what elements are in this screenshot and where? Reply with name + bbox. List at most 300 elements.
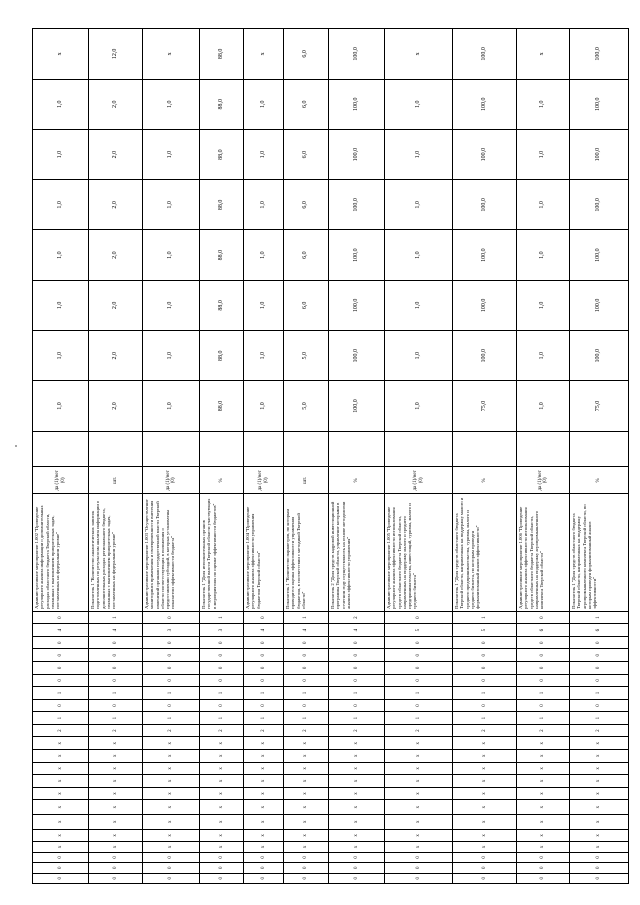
value-cell: 100,0 (453, 280, 517, 330)
target-value-cell: 100,0 (329, 29, 385, 80)
code-cell: x (33, 829, 89, 842)
target-value-cell: х (517, 29, 570, 80)
code-cell: x (570, 775, 629, 788)
code-cell: x (329, 775, 385, 788)
target-value-cell: 100,0 (453, 29, 517, 80)
code-cell: 0 (89, 636, 143, 649)
value-cell: 6,0 (284, 230, 329, 280)
code-cell: x (453, 814, 517, 829)
code-cell: x (89, 762, 143, 775)
code-cell: 1 (200, 687, 244, 700)
code-cell: 3 (200, 624, 244, 637)
code-cell: x (284, 800, 329, 815)
table-row (143, 29, 200, 884)
code-cell: 0 (453, 699, 517, 712)
code-cell: x (284, 842, 329, 852)
code-cell: 6 (517, 624, 570, 637)
code-cell: x (453, 750, 517, 763)
code-cell: x (89, 800, 143, 815)
code-cell: x (329, 762, 385, 775)
value-cell: 100,0 (453, 180, 517, 230)
code-cell: x (570, 800, 629, 815)
code-cell: 0 (385, 863, 453, 873)
table-row (284, 29, 329, 884)
code-cell: 0 (200, 852, 244, 862)
code-cell: 1 (517, 687, 570, 700)
value-cell: 1,0 (244, 381, 284, 431)
code-cell: 0 (453, 863, 517, 873)
code-cell: 0 (329, 852, 385, 862)
code-cell: 2 (33, 724, 89, 737)
code-cell: x (385, 737, 453, 750)
code-cell: 0 (453, 852, 517, 862)
value-cell: 1,0 (143, 331, 200, 381)
code-cell: 0 (89, 863, 143, 873)
value-cell: 1,0 (143, 129, 200, 179)
value-cell: 1,0 (244, 129, 284, 179)
value-cell: 100,0 (453, 230, 517, 280)
code-cell: 0 (329, 662, 385, 675)
target-value-cell: 100,0 (570, 29, 629, 80)
code-cell: x (143, 775, 200, 788)
value-cell: 1,0 (385, 79, 453, 129)
code-cell: x (200, 750, 244, 763)
code-cell: x (33, 737, 89, 750)
value-cell: 88,0 (200, 79, 244, 129)
code-cell: 0 (143, 636, 200, 649)
code-cell: x (143, 842, 200, 852)
code-cell: 1 (453, 687, 517, 700)
value-cell: 1,0 (33, 331, 89, 381)
code-cell: 2 (570, 724, 629, 737)
value-cell (329, 431, 385, 467)
table-row (517, 29, 570, 884)
code-cell: x (244, 814, 284, 829)
code-cell: 0 (244, 699, 284, 712)
value-cell: 1,0 (244, 180, 284, 230)
code-cell: x (244, 829, 284, 842)
code-cell: 0 (33, 649, 89, 662)
value-cell (143, 431, 200, 467)
code-cell: 0 (385, 873, 453, 883)
code-cell: x (89, 750, 143, 763)
code-cell: 0 (284, 863, 329, 873)
value-cell: 1,0 (385, 180, 453, 230)
program-indicators-table (32, 28, 629, 884)
code-cell: 0 (284, 699, 329, 712)
code-cell: 0 (570, 674, 629, 687)
code-cell: x (200, 737, 244, 750)
code-cell: 0 (385, 699, 453, 712)
value-cell (244, 431, 284, 467)
value-cell: 5,0 (284, 331, 329, 381)
description-cell: Административное мероприятие 1.003 "Осуществление мониторинга применения и своевременности внесения изменений органами государственной власти Тверской области соответствующих в положения о предоставлении субсидий, в которых установлены показатели эффективности бюджета" (143, 494, 200, 611)
value-cell (517, 431, 570, 467)
value-cell: 1,0 (517, 79, 570, 129)
value-cell (570, 431, 629, 467)
value-cell: 1,0 (33, 381, 89, 431)
value-cell: 1,0 (517, 381, 570, 431)
code-cell: 0 (517, 611, 570, 624)
value-cell: 88,0 (200, 129, 244, 179)
code-cell: 0 (89, 852, 143, 862)
value-cell: 2,0 (89, 129, 143, 179)
code-cell: x (244, 762, 284, 775)
target-value-cell: 6,0 (284, 29, 329, 80)
code-cell: x (385, 842, 453, 852)
code-cell: 0 (89, 649, 143, 662)
description-cell: Показатель 2 "Доля средств кадровой инвестиционной программы Тверской области, управление которыми в отчетном году осуществлялось на основе методологии анализа эффективности управления" (329, 494, 385, 611)
code-cell: 1 (89, 687, 143, 700)
description-cell: Показатель 1 "Доля средств областного бюджета Тверской области, направленных на поддержку агропромышленного комплекса Тверской области, по которым проведен формализованный анализ эффективности" (570, 494, 629, 611)
code-cell: 0 (385, 674, 453, 687)
code-cell: x (200, 775, 244, 788)
code-cell: x (329, 737, 385, 750)
code-cell: 0 (244, 636, 284, 649)
value-cell: 1,0 (33, 230, 89, 280)
code-cell: x (385, 800, 453, 815)
value-cell: 100,0 (453, 331, 517, 381)
code-cell: x (143, 829, 200, 842)
target-value-cell: х (244, 29, 284, 80)
code-cell: x (200, 800, 244, 815)
code-cell: 0 (329, 873, 385, 883)
value-cell: 1,0 (244, 230, 284, 280)
code-cell: 4 (244, 624, 284, 637)
code-cell: 1 (33, 687, 89, 700)
value-cell: 88,0 (200, 280, 244, 330)
code-cell: 0 (200, 699, 244, 712)
value-cell: 2,0 (89, 230, 143, 280)
unit-cell: да (1)/нет (0) (143, 467, 200, 494)
code-cell: x (329, 800, 385, 815)
code-cell: 0 (244, 863, 284, 873)
code-cell: x (143, 787, 200, 800)
value-cell: 2,0 (89, 180, 143, 230)
code-cell: 1 (244, 687, 284, 700)
code-cell: 3 (143, 624, 200, 637)
code-cell: 0 (453, 649, 517, 662)
value-cell: 75,0 (570, 381, 629, 431)
table-row (385, 29, 453, 884)
code-cell: x (284, 750, 329, 763)
code-cell: 0 (329, 649, 385, 662)
value-cell (284, 431, 329, 467)
value-cell: 100,0 (570, 230, 629, 280)
code-cell: 1 (385, 687, 453, 700)
code-cell: 0 (517, 649, 570, 662)
code-cell: x (570, 737, 629, 750)
code-cell: x (33, 842, 89, 852)
code-cell: x (200, 762, 244, 775)
code-cell: 1 (517, 712, 570, 725)
code-cell: 0 (284, 873, 329, 883)
code-cell: 0 (200, 674, 244, 687)
value-cell: 100,0 (329, 129, 385, 179)
code-cell: 0 (143, 662, 200, 675)
code-cell: 0 (329, 636, 385, 649)
target-value-cell: х (385, 29, 453, 80)
code-cell: 0 (453, 662, 517, 675)
code-cell: 0 (453, 674, 517, 687)
value-cell: 100,0 (570, 79, 629, 129)
code-cell: 0 (517, 863, 570, 873)
code-cell: x (89, 829, 143, 842)
code-cell: 1 (33, 712, 89, 725)
code-cell: 2 (329, 611, 385, 624)
code-cell: 0 (200, 873, 244, 883)
code-cell: 6 (570, 624, 629, 637)
code-cell: 5 (453, 624, 517, 637)
value-cell: 1,0 (517, 331, 570, 381)
target-value-cell: 12,0 (89, 29, 143, 80)
unit-cell: шт. (284, 467, 329, 494)
code-cell: x (453, 829, 517, 842)
code-cell: x (385, 775, 453, 788)
code-cell: 1 (385, 712, 453, 725)
value-cell: 100,0 (453, 79, 517, 129)
value-cell: 1,0 (143, 381, 200, 431)
code-cell: 0 (329, 863, 385, 873)
code-cell: 0 (143, 852, 200, 862)
table-row (244, 29, 284, 884)
value-cell (200, 431, 244, 467)
code-cell: 0 (244, 611, 284, 624)
code-cell: 0 (385, 662, 453, 675)
value-cell: 2,0 (89, 280, 143, 330)
value-cell: 2,0 (89, 79, 143, 129)
code-cell: 0 (143, 873, 200, 883)
code-cell: x (385, 762, 453, 775)
code-cell: x (244, 842, 284, 852)
code-cell: x (143, 762, 200, 775)
code-cell: 2 (517, 724, 570, 737)
code-cell: x (517, 775, 570, 788)
code-cell: 0 (89, 674, 143, 687)
value-cell: 88,0 (200, 230, 244, 280)
value-cell: 1,0 (385, 280, 453, 330)
code-cell: 2 (143, 724, 200, 737)
code-cell: 0 (517, 662, 570, 675)
code-cell: x (200, 829, 244, 842)
code-cell: 0 (143, 699, 200, 712)
unit-cell: да (1)/нет (0) (33, 467, 89, 494)
target-value-cell: х (143, 29, 200, 80)
code-cell: x (453, 737, 517, 750)
unit-cell: да (1)/нет (0) (517, 467, 570, 494)
page-speck (15, 445, 17, 447)
value-cell: 1,0 (33, 280, 89, 330)
code-cell: 1 (329, 712, 385, 725)
unit-cell: шт. (89, 467, 143, 494)
value-cell: 88,0 (200, 381, 244, 431)
code-cell: 1 (570, 611, 629, 624)
value-cell: 75,0 (453, 381, 517, 431)
code-cell: x (143, 750, 200, 763)
value-cell: 100,0 (329, 180, 385, 230)
code-cell: x (143, 814, 200, 829)
code-cell: x (329, 814, 385, 829)
code-cell: x (453, 842, 517, 852)
value-cell: 1,0 (244, 331, 284, 381)
code-cell: 0 (284, 636, 329, 649)
description-cell: Административное мероприятие 1.002 "Проведение регулярного анализа информации о дополнительных расходах областного бюджета Тверской области, связанных с выполнением приоритетных задач, поставленных на федеральном уровне" (33, 494, 89, 611)
code-cell: x (329, 842, 385, 852)
code-cell: 1 (284, 611, 329, 624)
code-cell: x (244, 775, 284, 788)
code-cell: 0 (284, 649, 329, 662)
code-cell: 1 (453, 712, 517, 725)
code-cell: x (517, 737, 570, 750)
code-cell: 0 (329, 674, 385, 687)
value-cell: 6,0 (284, 129, 329, 179)
unit-cell: да (1)/нет (0) (385, 467, 453, 494)
value-cell: 100,0 (329, 331, 385, 381)
code-cell: 0 (244, 649, 284, 662)
target-value-cell: 88,0 (200, 29, 244, 80)
code-cell: 0 (570, 649, 629, 662)
value-cell: 100,0 (453, 129, 517, 179)
value-cell: 1,0 (517, 129, 570, 179)
code-cell: x (244, 787, 284, 800)
code-cell: x (517, 762, 570, 775)
description-cell: Показатель 1 "Количество аналитических записок подготовленных по результатам анализа информации о дополнительных расходах регионального бюджета, связанных с выполнением приоритетных задач, поставленных на федеральном уровне" (89, 494, 143, 611)
code-cell: x (33, 762, 89, 775)
code-cell: x (570, 762, 629, 775)
code-cell: 2 (244, 724, 284, 737)
table-row (33, 29, 89, 884)
code-cell: x (570, 829, 629, 842)
code-cell: 0 (385, 611, 453, 624)
unit-cell: % (453, 467, 517, 494)
code-cell: 1 (244, 712, 284, 725)
code-cell: x (89, 814, 143, 829)
code-cell: 1 (89, 712, 143, 725)
code-cell: x (89, 787, 143, 800)
code-cell: 1 (200, 611, 244, 624)
code-cell: x (33, 775, 89, 788)
code-cell: 0 (200, 636, 244, 649)
code-cell: 2 (200, 724, 244, 737)
value-cell: 88,0 (200, 180, 244, 230)
value-cell: 1,0 (143, 180, 200, 230)
value-cell: 1,0 (385, 129, 453, 179)
code-cell: 0 (244, 852, 284, 862)
code-cell: 0 (33, 863, 89, 873)
code-cell: 0 (385, 852, 453, 862)
code-cell: 0 (517, 674, 570, 687)
code-cell: 5 (385, 624, 453, 637)
code-cell: 0 (570, 636, 629, 649)
value-cell (33, 431, 89, 467)
code-cell: 0 (284, 852, 329, 862)
code-cell: 2 (89, 724, 143, 737)
code-cell: 0 (570, 699, 629, 712)
value-cell: 6,0 (284, 180, 329, 230)
table-row (453, 29, 517, 884)
code-cell: x (517, 814, 570, 829)
description-cell: Административное мероприятие 1.004 "Проведение регулярного анализа эффективности управления бюджетом Тверской области" (244, 494, 284, 611)
value-cell: 100,0 (570, 331, 629, 381)
code-cell: x (33, 814, 89, 829)
value-cell (385, 431, 453, 467)
code-cell: x (517, 829, 570, 842)
description-cell: Показатель 1 "Доля средств областного бюджета Тверской области, направленных на поддержку малого и среднего предпринимательства, туризма, малого и среднего бизнеса, по которым проведен формализованный анализ эффективности" (453, 494, 517, 611)
code-cell: 2 (284, 724, 329, 737)
value-cell (453, 431, 517, 467)
code-cell: x (453, 775, 517, 788)
value-cell: 100,0 (329, 280, 385, 330)
code-cell: x (385, 829, 453, 842)
code-cell: 0 (570, 662, 629, 675)
value-cell: 100,0 (329, 230, 385, 280)
code-cell: 0 (33, 699, 89, 712)
value-cell: 6,0 (284, 280, 329, 330)
value-cell: 6,0 (284, 79, 329, 129)
code-cell: 0 (570, 852, 629, 862)
code-cell: x (33, 787, 89, 800)
code-cell: 1 (143, 687, 200, 700)
value-cell: 1,0 (517, 280, 570, 330)
value-cell: 1,0 (517, 230, 570, 280)
code-cell: 0 (517, 699, 570, 712)
code-cell: x (329, 750, 385, 763)
code-cell: 1 (89, 611, 143, 624)
code-cell: 1 (453, 611, 517, 624)
table-row (570, 29, 629, 884)
unit-cell: % (329, 467, 385, 494)
value-cell (89, 431, 143, 467)
code-cell: 0 (284, 674, 329, 687)
code-cell: 0 (143, 674, 200, 687)
code-cell: x (33, 750, 89, 763)
code-cell: x (284, 829, 329, 842)
code-cell: x (570, 842, 629, 852)
code-cell: x (89, 737, 143, 750)
value-cell: 100,0 (329, 381, 385, 431)
code-cell: x (143, 737, 200, 750)
code-cell: x (453, 787, 517, 800)
description-cell: Административное мероприятие 1.006 "Проведение регулярного анализа эффективности использования средств областного бюджета Тверской области, направленных на поддержку агропромышленного комплекса Тверской области" (517, 494, 570, 611)
value-cell: 1,0 (143, 79, 200, 129)
unit-cell: % (570, 467, 629, 494)
code-cell: 0 (244, 662, 284, 675)
value-cell: 1,0 (143, 230, 200, 280)
value-cell: 1,0 (385, 381, 453, 431)
code-cell: x (284, 775, 329, 788)
code-cell: 0 (89, 873, 143, 883)
code-cell: x (329, 787, 385, 800)
value-cell: 100,0 (329, 79, 385, 129)
code-cell: 0 (33, 636, 89, 649)
code-cell: x (284, 737, 329, 750)
code-cell: 1 (570, 712, 629, 725)
code-cell: 1 (570, 687, 629, 700)
code-cell: 0 (143, 611, 200, 624)
code-cell: 0 (200, 649, 244, 662)
value-cell: 1,0 (33, 180, 89, 230)
code-cell: 0 (385, 636, 453, 649)
value-cell: 88,0 (200, 331, 244, 381)
code-cell: 0 (143, 649, 200, 662)
code-cell: 0 (517, 873, 570, 883)
code-cell: 2 (329, 724, 385, 737)
code-cell: 0 (200, 662, 244, 675)
code-cell: 1 (284, 687, 329, 700)
code-cell: x (200, 814, 244, 829)
code-cell: x (570, 787, 629, 800)
code-cell: 0 (33, 852, 89, 862)
